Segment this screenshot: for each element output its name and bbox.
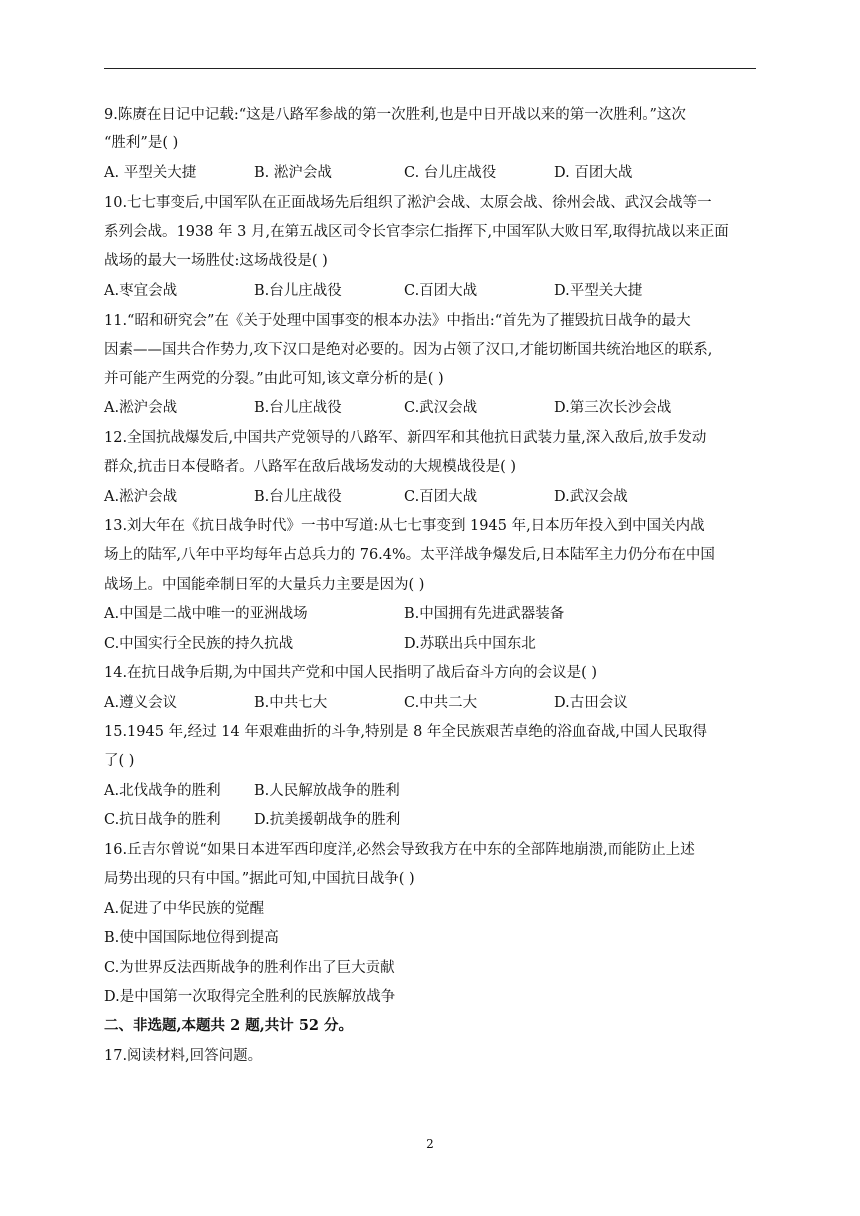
section2-heading: 二、非选题,本题共 2 题,共计 52 分。 — [104, 1017, 354, 1034]
q16-option-c: C.为世界反法西斯战争的胜利作出了巨大贡献 — [104, 960, 395, 976]
q16-stem-line2: 局势出现的只有中国。”据此可知,中国抗日战争( ) — [104, 871, 415, 887]
q11-option-b: B.台儿庄战役 — [254, 400, 342, 416]
q16-option-b: B.使中国国际地位得到提高 — [104, 930, 279, 946]
q10-stem-line1: 10.七七事变后,中国军队在正面战场先后组织了淞沪会战、太原会战、徐州会战、武汉会战等一 — [104, 195, 712, 211]
q13-option-d: D.苏联出兵中国东北 — [404, 636, 536, 652]
q10-option-d: D.平型关大捷 — [554, 283, 643, 299]
q15-stem-line1: 15.1945 年,经过 14 年艰难曲折的斗争,特别是 8 年全民族艰苦卓绝的浴血奋战,中国人民取得 — [104, 724, 708, 740]
q16-option-d: D.是中国第一次取得完全胜利的民族解放战争 — [104, 989, 396, 1005]
q14-option-b: B.中共七大 — [254, 695, 328, 711]
q10-stem-line3: 战场的最大一场胜仗:这场战役是( ) — [104, 253, 328, 269]
q10-stem-line2: 系列会战。1938 年 3 月,在第五战区司令长官李宗仁指挥下,中国军队大败日军,取得抗战以来正面 — [104, 224, 729, 240]
q15-option-d: D.抗美援朝战争的胜利 — [254, 812, 401, 828]
q16-option-a: A.促进了中华民族的觉醒 — [104, 901, 265, 917]
q17-stem-line1: 17.阅读材料,回答问题。 — [104, 1048, 263, 1064]
q12-option-c: C.百团大战 — [404, 489, 478, 505]
q11-option-a: A.淞沪会战 — [104, 400, 178, 416]
q12-option-a: A.淞沪会战 — [104, 489, 178, 505]
q13-stem-line1: 13.刘大年在《抗日战争时代》一书中写道:从七七事变到 1945 年,日本历年投入到中国关内战 — [104, 518, 705, 534]
header-rule — [104, 68, 756, 69]
q10-option-b: B.台儿庄战役 — [254, 283, 342, 299]
q9-stem-line2: “胜利”是( ) — [104, 135, 179, 151]
q13-option-b: B.中国拥有先进武器装备 — [404, 606, 565, 622]
q11-stem-line1: 11.“昭和研究会”在《关于处理中国事变的根本办法》中指出:“首先为了摧毁抗日战争的最大 — [104, 313, 691, 329]
q11-stem-line3: 并可能产生两党的分裂。”由此可知,该文章分析的是( ) — [104, 371, 444, 387]
q12-option-b: B.台儿庄战役 — [254, 489, 342, 505]
q13-stem-line2: 场上的陆军,八年中平均每年占总兵力的 76.4%。太平洋战争爆发后,日本陆军主力仍分布在中国 — [104, 547, 715, 563]
q15-option-b: B.人民解放战争的胜利 — [254, 783, 400, 799]
q14-option-c: C.中共二大 — [404, 695, 478, 711]
q13-stem-line3: 战场上。中国能牵制日军的大量兵力主要是因为( ) — [104, 577, 425, 593]
q9-option-b: B. 淞沪会战 — [254, 165, 332, 181]
q9-option-d: D. 百团大战 — [554, 165, 633, 181]
q13-option-c: C.中国实行全民族的持久抗战 — [104, 636, 294, 652]
q9-option-a: A. 平型关大捷 — [104, 165, 197, 181]
q10-option-a: A.枣宜会战 — [104, 283, 178, 299]
page-number: 2 — [426, 1137, 434, 1151]
q11-stem-line2: 因素——国共合作势力,攻下汉口是绝对必要的。因为占领了汉口,才能切断国共统治地区的联系, — [104, 342, 713, 358]
q10-option-c: C.百团大战 — [404, 283, 478, 299]
q12-stem-line2: 群众,抗击日本侵略者。八路军在敌后战场发动的大规模战役是( ) — [104, 459, 517, 475]
q15-option-a: A.北伐战争的胜利 — [104, 783, 221, 799]
q14-option-a: A.遵义会议 — [104, 695, 178, 711]
q12-stem-line1: 12.全国抗战爆发后,中国共产党领导的八路军、新四军和其他抗日武装力量,深入敌后,放手发动 — [104, 430, 707, 446]
q11-option-c: C.武汉会战 — [404, 400, 478, 416]
q11-option-d: D.第三次长沙会战 — [554, 400, 672, 416]
q9-option-c: C. 台儿庄战役 — [404, 165, 497, 181]
q13-option-a: A.中国是二战中唯一的亚洲战场 — [104, 606, 308, 622]
q12-option-d: D.武汉会战 — [554, 489, 628, 505]
q16-stem-line1: 16.丘吉尔曾说“如果日本进军西印度洋,必然会导致我方在中东的全部阵地崩溃,而能防止上述 — [104, 842, 695, 858]
q9-stem-line1: 9.陈赓在日记中记载:“这是八路军参战的第一次胜利,也是中日开战以来的第一次胜利。”这次 — [104, 107, 686, 123]
q15-stem-line2: 了( ) — [104, 753, 135, 769]
q14-option-d: D.古田会议 — [554, 695, 628, 711]
q15-option-c: C.抗日战争的胜利 — [104, 812, 221, 828]
q14-stem-line1: 14.在抗日战争后期,为中国共产党和中国人民指明了战后奋斗方向的会议是( ) — [104, 665, 598, 681]
